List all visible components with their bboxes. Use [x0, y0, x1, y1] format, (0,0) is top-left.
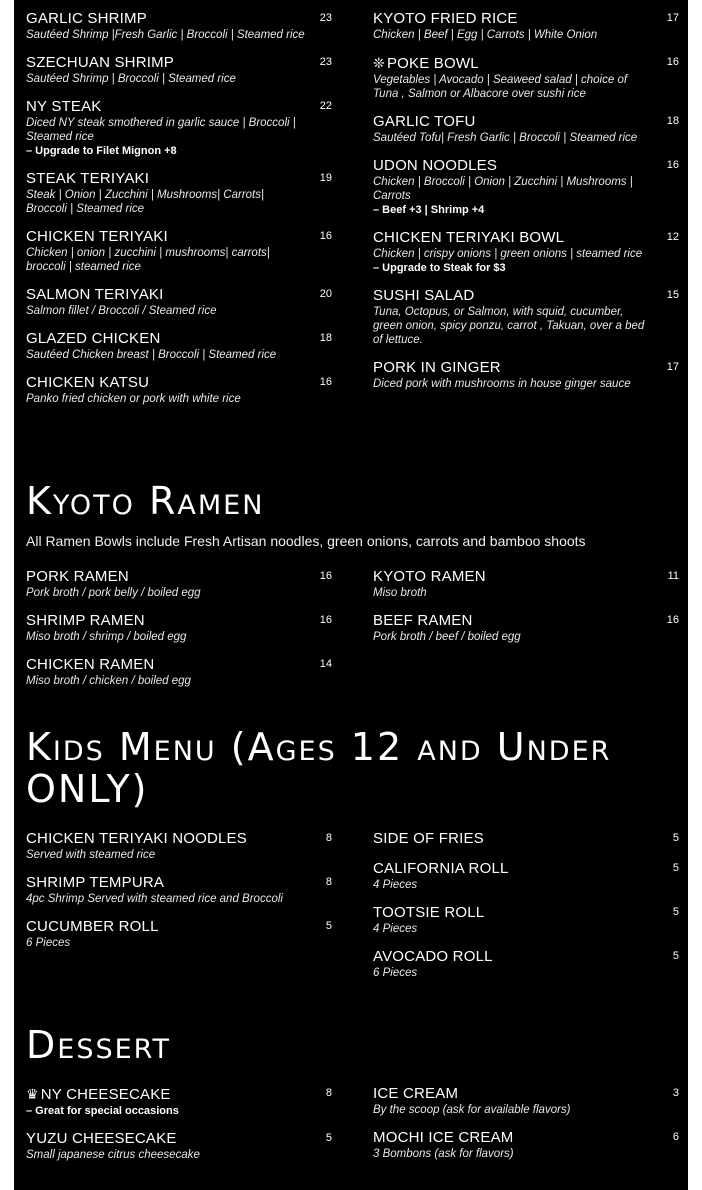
- kids-left-column: [26, 830, 332, 962]
- menu-item-name-wrap: [26, 874, 164, 892]
- menu-item-name: CUCUMBER ROLL: [26, 918, 159, 935]
- menu-item-header: [26, 374, 332, 392]
- menu-item-price: 5: [672, 950, 679, 962]
- ramen-right-column: [373, 568, 679, 656]
- menu-item: [373, 568, 679, 600]
- menu-item-header: [373, 359, 679, 377]
- menu-item-name: KYOTO FRIED RICE: [373, 10, 518, 27]
- menu-item: [373, 157, 679, 217]
- menu-item-description: Miso broth / chicken / boiled egg: [26, 675, 191, 687]
- menu-item-name: CHICKEN KATSU: [26, 374, 150, 391]
- menu-item-name: GARLIC SHRIMP: [26, 10, 147, 27]
- menu-item-price: 8: [325, 1087, 332, 1099]
- menu-item-price: 5: [672, 832, 679, 844]
- menu-item-name-wrap: [373, 1129, 514, 1147]
- menu-item-name-wrap: [373, 830, 484, 848]
- menu-item-price: 16: [319, 570, 332, 582]
- menu-item-name-wrap: [26, 1130, 177, 1148]
- menu-item: [373, 10, 679, 42]
- menu-item-name: CHICKEN TERIYAKI: [26, 228, 168, 245]
- menu-item-description: 3 Bombons (ask for flavors): [373, 1148, 514, 1160]
- menu-item-header: [373, 568, 679, 586]
- menu-item-description: Sautéed Tofu| Fresh Garlic | Broccoli | Steamed rice: [373, 132, 638, 144]
- menu-item-description: Chicken | onion | zucchini | mushrooms| carrots| broccoli | steamed rice: [26, 247, 270, 273]
- menu-item-header: [373, 1129, 679, 1147]
- menu-item-name-wrap: [26, 1085, 171, 1104]
- menu-item-description: 4pc Shrimp Served with steamed rice and Broccoli: [26, 893, 283, 905]
- menu-item-header: [373, 612, 679, 630]
- menu-item-header: [26, 286, 332, 304]
- menu-item-note: – Upgrade to Filet Mignon +8: [26, 145, 177, 157]
- menu-item-name-wrap: [26, 54, 174, 72]
- kids-section-title: Kids Menu (Ages 12 and Under ONLY): [26, 725, 612, 811]
- menu-item-name: PORK IN GINGER: [373, 359, 501, 376]
- menu-item-header: [26, 228, 332, 246]
- menu-item: [373, 948, 679, 980]
- menu-item-name: CHICKEN RAMEN: [26, 656, 155, 673]
- menu-item-price: 16: [666, 159, 679, 171]
- menu-item: [26, 612, 332, 644]
- menu-item-price: 5: [325, 1132, 332, 1144]
- crown-icon: ♛: [26, 1086, 39, 1102]
- menu-item-name: SALMON TERIYAKI: [26, 286, 164, 303]
- menu-item-header: [26, 330, 332, 348]
- menu-item-header: [373, 54, 679, 73]
- menu-item-price: 22: [319, 100, 332, 112]
- menu-item-price: 12: [666, 231, 679, 243]
- menu-item: [373, 860, 679, 892]
- menu-item-header: [26, 10, 332, 28]
- menu-item-name-wrap: [373, 10, 518, 28]
- menu-item-header: [373, 830, 679, 848]
- menu-item-description: Miso broth / shrimp / boiled egg: [26, 631, 187, 643]
- menu-item: [26, 656, 332, 688]
- menu-item: [26, 286, 332, 318]
- menu-item-description: Sautéed Shrimp |Fresh Garlic | Broccoli | Steamed rice: [26, 29, 305, 41]
- menu-item-price: 23: [319, 56, 332, 68]
- menu-item-name: CHICKEN TERIYAKI NOODLES: [26, 830, 247, 847]
- menu-page: [14, 0, 688, 1190]
- menu-item-header: [373, 113, 679, 131]
- menu-item: [373, 904, 679, 936]
- menu-item: [26, 374, 332, 406]
- menu-item-name: ICE CREAM: [373, 1085, 459, 1102]
- menu-item: [26, 874, 332, 906]
- menu-item: [26, 1130, 332, 1162]
- menu-item-description: Sautéed Shrimp | Broccoli | Steamed rice: [26, 73, 236, 85]
- menu-item-description: Sautéed Chicken breast | Broccoli | Steamed rice: [26, 349, 277, 361]
- menu-item-description: Small japanese citrus cheesecake: [26, 1149, 200, 1161]
- menu-item-description: Chicken | Beef | Egg | Carrots | White Onion: [373, 29, 598, 41]
- menu-item-description: 6 Pieces: [373, 967, 418, 979]
- menu-item: [373, 612, 679, 644]
- menu-item-header: [26, 918, 332, 936]
- menu-item-header: [26, 612, 332, 630]
- menu-item-name: PORK RAMEN: [26, 568, 129, 585]
- menu-item-name-wrap: [26, 10, 147, 28]
- menu-item-price: 8: [325, 832, 332, 844]
- menu-item-header: [373, 157, 679, 175]
- menu-item-description: Diced NY steak smothered in garlic sauce | Broccoli | Steamed rice: [26, 117, 296, 143]
- menu-item: [373, 229, 679, 275]
- menu-item-name: BEEF RAMEN: [373, 612, 473, 629]
- menu-item-header: [26, 1085, 332, 1104]
- menu-item-price: 3: [672, 1087, 679, 1099]
- menu-item-note: – Great for special occasions: [26, 1105, 179, 1117]
- menu-item-description: Chicken | crispy onions | green onions | steamed rice: [373, 248, 643, 260]
- menu-item: [26, 228, 332, 274]
- menu-item-note: – Upgrade to Steak for $3: [373, 262, 506, 274]
- menu-item: [26, 568, 332, 600]
- menu-item-name: AVOCADO ROLL: [373, 948, 493, 965]
- menu-item-name-wrap: [26, 568, 129, 586]
- kids-right-column: [373, 830, 679, 992]
- menu-item-name: SHRIMP RAMEN: [26, 612, 145, 629]
- dessert-right-column: [373, 1085, 679, 1173]
- menu-item-description: Pork broth / pork belly / boiled egg: [26, 587, 201, 599]
- menu-item-header: [26, 656, 332, 674]
- menu-item-description: Steak | Onion | Zucchini | Mushrooms| Carrots| Broccoli | Steamed rice: [26, 189, 264, 215]
- menu-item-name-wrap: [26, 330, 161, 348]
- menu-item-name-wrap: [373, 229, 564, 247]
- menu-item-name-wrap: [373, 287, 474, 305]
- menu-item-name: NY CHEESECAKE: [40, 1086, 171, 1103]
- menu-item-price: 20: [319, 288, 332, 300]
- menu-item-description: Panko fried chicken or pork with white rice: [26, 393, 241, 405]
- menu-item-description: Chicken | Broccoli | Onion | Zucchini | Mushrooms | Carrots: [373, 176, 633, 202]
- menu-item-description: By the scoop (ask for available flavors): [373, 1104, 571, 1116]
- menu-item-price: 16: [319, 614, 332, 626]
- menu-item-note: – Beef +3 | Shrimp +4: [373, 204, 485, 216]
- menu-item-price: 5: [672, 906, 679, 918]
- menu-item-header: [26, 54, 332, 72]
- entrees-left-column: [26, 10, 332, 418]
- menu-item-description: Miso broth: [373, 587, 427, 599]
- menu-item-price: 5: [325, 920, 332, 932]
- menu-item-header: [373, 904, 679, 922]
- menu-item: [26, 330, 332, 362]
- menu-item-price: 16: [319, 230, 332, 242]
- menu-item: [373, 359, 679, 391]
- menu-item-description: 4 Pieces: [373, 879, 418, 891]
- entrees-right-column: [373, 10, 679, 403]
- menu-item-name-wrap: [26, 228, 168, 246]
- menu-item-name-wrap: [373, 612, 473, 630]
- menu-item-name-wrap: [373, 157, 497, 175]
- menu-item-price: 6: [672, 1131, 679, 1143]
- menu-item-header: [26, 830, 332, 848]
- menu-item-description: Diced pork with mushrooms in house ginger sauce: [373, 378, 631, 390]
- menu-item: [26, 830, 332, 862]
- menu-item: [26, 918, 332, 950]
- menu-item: [373, 287, 679, 347]
- menu-item-name: GLAZED CHICKEN: [26, 330, 161, 347]
- menu-item-description: 6 Pieces: [26, 937, 71, 949]
- menu-item: [26, 54, 332, 86]
- menu-item-header: [373, 229, 679, 247]
- menu-item-header: [26, 568, 332, 586]
- menu-item-price: 23: [319, 12, 332, 24]
- menu-item: [373, 1129, 679, 1161]
- menu-item: [373, 830, 679, 848]
- menu-item-name: CHICKEN TERIYAKI BOWL: [373, 229, 565, 246]
- menu-item-name: NY STEAK: [26, 98, 102, 115]
- menu-item-header: [26, 98, 332, 116]
- menu-item-price: 18: [319, 332, 332, 344]
- menu-item-name: SZECHUAN SHRIMP: [26, 54, 175, 71]
- menu-item-header: [373, 948, 679, 966]
- menu-item-name-wrap: [373, 54, 479, 73]
- menu-item: [26, 10, 332, 42]
- menu-item-name-wrap: [26, 170, 149, 188]
- menu-item-price: 8: [325, 876, 332, 888]
- menu-item-name-wrap: [373, 113, 476, 131]
- dessert-section-title: Dessert: [26, 1023, 171, 1067]
- menu-item-description: Tuna, Octopus, or Salmon, with squid, cucumber, green onion, spicy ponzu, carrot , Takuan, over a bed of lettuce.: [373, 306, 645, 346]
- menu-item-description: Vegetables | Avocado | Seaweed salad | choice of Tuna , Salmon or Albacore over sushi rice: [373, 74, 628, 100]
- menu-item-price: 17: [666, 361, 679, 373]
- menu-item-name-wrap: [373, 860, 509, 878]
- menu-item-name-wrap: [373, 568, 486, 586]
- menu-item-name-wrap: [373, 948, 493, 966]
- menu-item-price: 5: [672, 862, 679, 874]
- menu-item-name: MOCHI ICE CREAM: [373, 1129, 514, 1146]
- menu-item-name: YUZU CHEESECAKE: [26, 1130, 177, 1147]
- menu-item-name: TOOTSIE ROLL: [373, 904, 485, 921]
- menu-item-name-wrap: [26, 286, 163, 304]
- menu-item-name-wrap: [26, 918, 159, 936]
- menu-item-header: [373, 287, 679, 305]
- menu-item-header: [373, 1085, 679, 1103]
- menu-item: [26, 1085, 332, 1118]
- menu-item: [26, 98, 332, 158]
- menu-item-name-wrap: [26, 612, 145, 630]
- ramen-left-column: [26, 568, 332, 700]
- menu-item-name-wrap: [373, 359, 501, 377]
- menu-item-name-wrap: [26, 656, 154, 674]
- ramen-section-subtitle: All Ramen Bowls include Fresh Artisan noodles, green onions, carrots and bamboo shoots: [26, 533, 586, 549]
- menu-item: [373, 54, 679, 101]
- menu-item-description: 4 Pieces: [373, 923, 418, 935]
- menu-item-name-wrap: [26, 374, 149, 392]
- menu-item-name: POKE BOWL: [386, 55, 479, 72]
- menu-item-description: Pork broth / beef / boiled egg: [373, 631, 521, 643]
- menu-item-name-wrap: [373, 904, 484, 922]
- menu-item-price: 16: [666, 56, 679, 68]
- menu-item: [373, 113, 679, 145]
- menu-item-price: 15: [666, 289, 679, 301]
- menu-item-name-wrap: [373, 1085, 458, 1103]
- dessert-left-column: [26, 1085, 332, 1174]
- menu-item-description: Served with steamed rice: [26, 849, 156, 861]
- menu-item-name: GARLIC TOFU: [373, 113, 476, 130]
- menu-item-price: 11: [667, 570, 679, 582]
- menu-item-price: 18: [666, 115, 679, 127]
- menu-item-price: 17: [666, 12, 679, 24]
- snowflake-icon: ❊: [373, 55, 385, 71]
- menu-item: [373, 1085, 679, 1117]
- menu-item-name: SUSHI SALAD: [373, 287, 475, 304]
- menu-item-header: [26, 874, 332, 892]
- menu-item-name-wrap: [26, 98, 102, 116]
- menu-item-name: KYOTO RAMEN: [373, 568, 486, 585]
- menu-item-name: SHRIMP TEMPURA: [26, 874, 165, 891]
- ramen-section-title: Kyoto Ramen: [26, 479, 265, 523]
- menu-item-name: UDON NOODLES: [373, 157, 498, 174]
- menu-item-header: [373, 10, 679, 28]
- menu-item-header: [26, 1130, 332, 1148]
- menu-item-price: 14: [319, 658, 332, 670]
- menu-item-price: 19: [319, 172, 332, 184]
- menu-item-name: STEAK TERIYAKI: [26, 170, 150, 187]
- menu-item-name: CALIFORNIA ROLL: [373, 860, 509, 877]
- menu-item-name-wrap: [26, 830, 247, 848]
- menu-item-header: [26, 170, 332, 188]
- menu-item-name: SIDE OF FRIES: [373, 830, 484, 847]
- menu-item-description: Salmon fillet / Broccoli / Steamed rice: [26, 305, 217, 317]
- menu-item: [26, 170, 332, 216]
- menu-item-price: 16: [319, 376, 332, 388]
- menu-item-header: [373, 860, 679, 878]
- menu-item-price: 16: [666, 614, 679, 626]
